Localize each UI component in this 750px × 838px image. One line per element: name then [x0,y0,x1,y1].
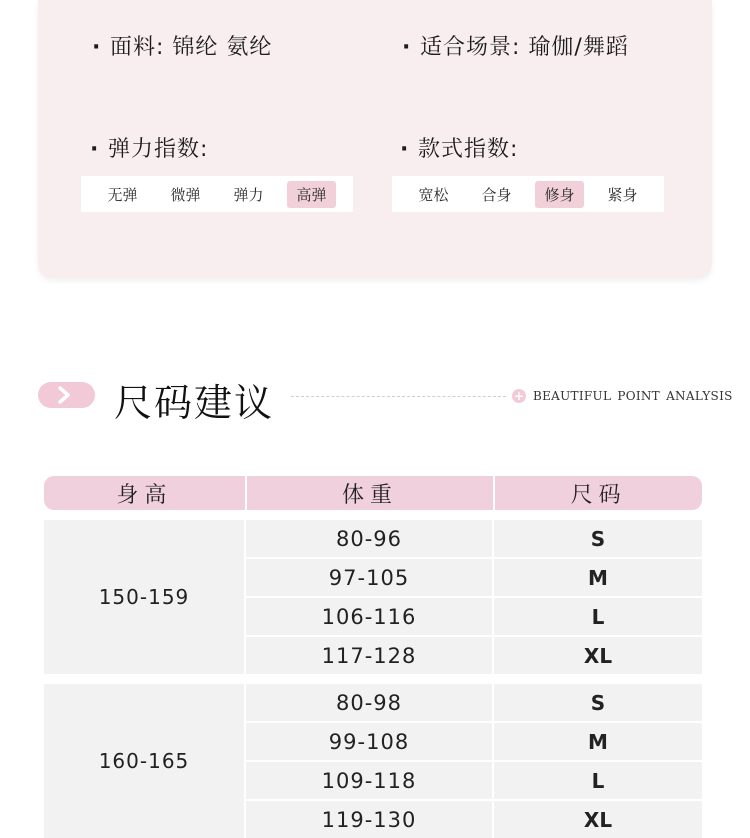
height-range: 160-165 [44,684,244,838]
fabric-attribute [92,30,272,61]
section-title: 尺码建议 [114,381,275,425]
table-row [246,684,702,721]
size-cell: L [494,598,702,635]
size-group [44,520,702,674]
table-row [246,559,702,596]
scenario-attribute [402,30,629,61]
scenario-label: 适合场景: [420,35,521,60]
size-cell: S [494,520,702,557]
elasticity-option: 高弹 [287,181,335,208]
bullet-dot: · [400,137,410,162]
divider [291,396,506,397]
scenario-value: 瑜伽/舞蹈 [528,35,629,60]
elasticity-option: 微弹 [170,185,201,204]
weight-cell: 106-116 [246,598,492,635]
product-attributes-panel [38,0,712,278]
table-row [246,598,702,635]
style-option: 紧身 [607,185,638,204]
size-cell: XL [494,801,702,838]
header-weight: 体重 [247,476,496,510]
elasticity-option: 无弹 [107,185,138,204]
style-scale [392,176,664,212]
size-cell: L [494,762,702,799]
plus-icon: + [513,389,525,403]
style-option: 宽松 [418,185,449,204]
size-cell: M [494,559,702,596]
size-cell: M [494,723,702,760]
fabric-value: 锦纶 氨纶 [172,35,273,60]
elasticity-label: 弹力指数: [108,137,209,162]
size-cell: XL [494,637,702,674]
section-subtitle: BEAUTIFUL POINT ANALYSIS [533,389,733,403]
bullet-dot: · [92,35,102,60]
bullet-dot: · [402,35,412,60]
elasticity-attribute [90,132,208,163]
table-row [246,637,702,674]
weight-cell: 99-108 [246,723,492,760]
bullet-dot: · [90,137,100,162]
size-group [44,684,702,838]
weight-cell: 80-96 [246,520,492,557]
weight-cell: 119-130 [246,801,492,838]
table-row [246,762,702,799]
weight-cell: 97-105 [246,559,492,596]
height-range: 150-159 [44,520,244,674]
table-row [246,723,702,760]
style-attribute [400,132,518,163]
size-cell: S [494,684,702,721]
weight-cell: 80-98 [246,684,492,721]
weight-cell: 109-118 [246,762,492,799]
table-row [246,801,702,838]
header-height: 身高 [44,476,247,510]
style-label: 款式指数: [418,137,519,162]
elasticity-option: 弹力 [233,185,264,204]
section-marker [38,382,95,408]
header-size: 尺码 [570,482,627,508]
table-row [246,520,702,557]
style-option: 修身 [535,181,583,208]
size-table-header [44,476,702,510]
fabric-label: 面料: [110,35,165,60]
style-option: 合身 [481,185,512,204]
weight-cell: 117-128 [246,637,492,674]
elasticity-scale [81,176,353,212]
chevron-right-icon [54,385,78,405]
